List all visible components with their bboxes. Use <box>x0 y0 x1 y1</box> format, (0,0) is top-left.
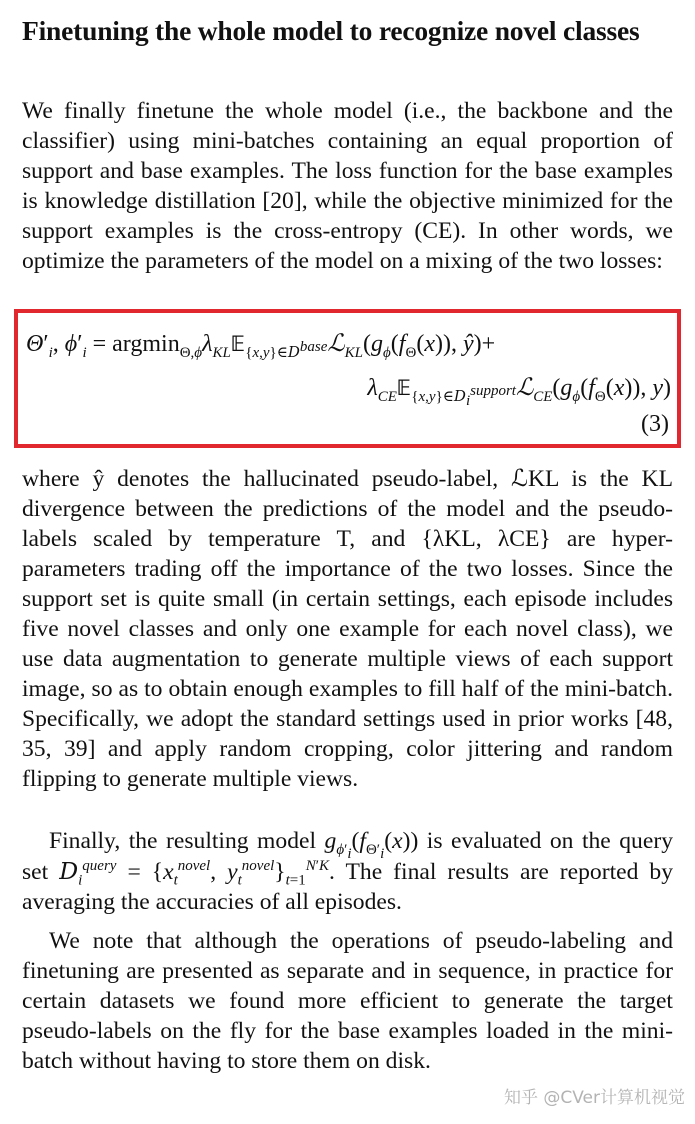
equation-number: (3) <box>641 411 669 437</box>
equation-highlight-box <box>14 309 681 448</box>
paragraph-evaluation <box>22 826 673 917</box>
paragraph-note: We note that although the operations of pseudo-labeling and finetuning are presented as separate and in sequence, in practice for certain datasets we found more efficient to generate the target pseudo-labels on the fly for the base examples loaded in the mini-batch without having to store them on disk. <box>22 928 673 1074</box>
model-formula: $g_{\phi'_i}(f_{\Theta'_i}(x))$ <box>324 828 419 862</box>
query-set-formula: $D_i^{query} = \{x_t^{novel}$, $y_t^{novel}\}_{t=1}^{N'K}$ <box>59 857 330 889</box>
argmin-operator: argmin <box>112 331 180 357</box>
paragraph-loss-explanation: where ŷ denotes the hallucinated pseudo-label, ℒKL is the KL divergence between the predictions of the model and the pseudo-labels scaled by temperature T, and {λKL, λCE} are hyper-parameters trading off the importance of the two losses. Since the support set is quite small (in certain settings, each episode includes five novel classes and only one example for each novel class), we use data augmentation to generate multiple views of each support image, so as to obtain enough examples to fill half of the mini-batch. Specifically, we adopt the standard settings used in prior works [48, 35, 39] and apply random cropping, color jittering and random flipping to generate multiple views. <box>22 466 673 792</box>
para3-text-c: . The final results are reported by averaging the accuracies of all episodes. <box>22 859 673 915</box>
para3-text-b: is evaluated on the query set <box>22 828 673 885</box>
equation-lhs: $\Theta'_i$, $\phi'_i$ = <box>26 331 113 361</box>
equation-line-2: $\lambda_{CE}𝔼_{\{x,y\}\in D_i^{support}}ℒ_{CE}(g_\phi(f_\Theta(x))$, y) <box>367 373 671 409</box>
section-title: Finetuning the whole model to recognize novel classes <box>22 15 640 46</box>
paragraph-intro: We finally finetune the whole model (i.e., the backbone and the classifier) using mini-batches containing an equal proportion of support and base examples. The loss function for the base examples is knowledge distillation [20], while the objective minimized for the support examples is the cross-entropy (CE). In other words, we optimize the parameters of the model on a mixing of the two losses: <box>22 98 673 274</box>
watermark: 知乎 @CVer计算机视觉 <box>503 1088 685 1108</box>
para3-text-a: Finally, the resulting model <box>49 828 325 854</box>
equation-line-1: $\Theta'_i$, $\phi'_i$ = $argmin_{\Theta,\phi}\lambda_{KL}𝔼_{\{x,y\}\in D^{base}}ℒ_{KL}(g_\phi(f_\Theta(x))$, ŷ)+ <box>26 329 496 361</box>
